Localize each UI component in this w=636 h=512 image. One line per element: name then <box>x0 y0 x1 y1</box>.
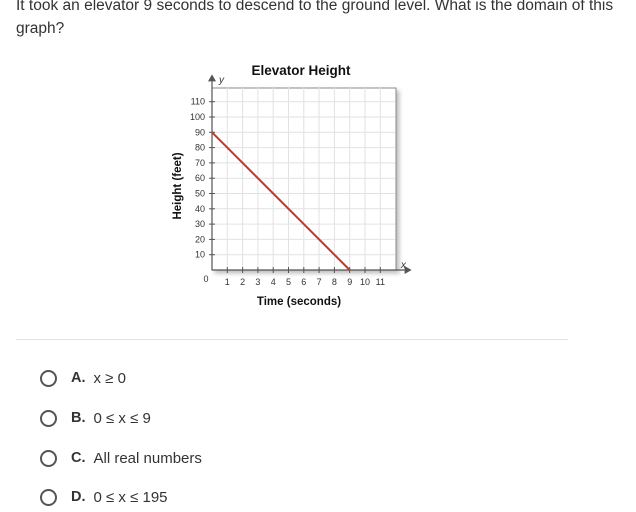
x-tick-label: 4 <box>270 277 276 287</box>
option-letter: C. <box>71 450 86 466</box>
x-tick-label: 2 <box>240 277 246 287</box>
x-axis-letter: x <box>401 260 406 271</box>
y-tick-label: 100 <box>189 112 205 122</box>
x-tick-label: 1 <box>224 277 230 287</box>
x-tick-label: 8 <box>331 277 337 287</box>
option-text: 0 ≤ x ≤ 9 <box>93 409 151 427</box>
x-axis-label: Time (seconds) <box>256 296 342 308</box>
y-tick-label: 50 <box>194 188 205 199</box>
option-letter: B. <box>71 410 86 426</box>
x-tick-label: 7 <box>316 277 322 287</box>
y-axis-letter: y <box>219 75 224 86</box>
y-tick-label: 90 <box>194 127 205 138</box>
y-tick-label: 20 <box>194 234 205 245</box>
origin-label: 0 <box>203 274 209 284</box>
radio-button-icon[interactable] <box>40 489 57 506</box>
y-tick-label: 10 <box>194 249 205 260</box>
option-text: 0 ≤ x ≤ 195 <box>93 488 168 506</box>
y-tick-label: 80 <box>194 142 205 153</box>
radio-button-icon[interactable] <box>40 370 57 387</box>
y-tick-label: 40 <box>194 203 205 214</box>
y-tick-label: 110 <box>190 96 205 107</box>
radio-button-icon[interactable] <box>40 410 57 427</box>
x-tick-label: 3 <box>255 277 261 287</box>
x-tick-label: 10 <box>359 277 371 287</box>
y-tick-label: 30 <box>194 219 205 230</box>
option-text: All real numbers <box>93 449 202 467</box>
option-a[interactable] <box>40 366 440 390</box>
option-text: x ≥ 0 <box>93 369 126 387</box>
x-tick-label: 6 <box>301 277 307 287</box>
y-axis-label: Height (feet) <box>172 152 184 220</box>
question-text: It took an elevator 9 seconds to descend to the ground level. What is the domain of this graph? <box>16 0 614 37</box>
x-tick-label: 9 <box>347 277 353 287</box>
option-d[interactable] <box>40 485 440 509</box>
option-letter: D. <box>71 489 86 505</box>
option-c[interactable] <box>40 446 440 470</box>
divider <box>16 339 568 340</box>
radio-button-icon[interactable] <box>40 450 57 467</box>
x-tick-label: 11 <box>375 277 385 287</box>
x-tick-label: 5 <box>285 277 292 287</box>
option-b[interactable] <box>40 406 440 430</box>
y-axis-arrow-icon <box>208 74 216 81</box>
y-tick-label: 60 <box>194 173 205 184</box>
option-letter: A. <box>71 370 86 386</box>
y-tick-label: 70 <box>194 157 205 168</box>
chart-title: Elevator Height <box>251 63 351 78</box>
